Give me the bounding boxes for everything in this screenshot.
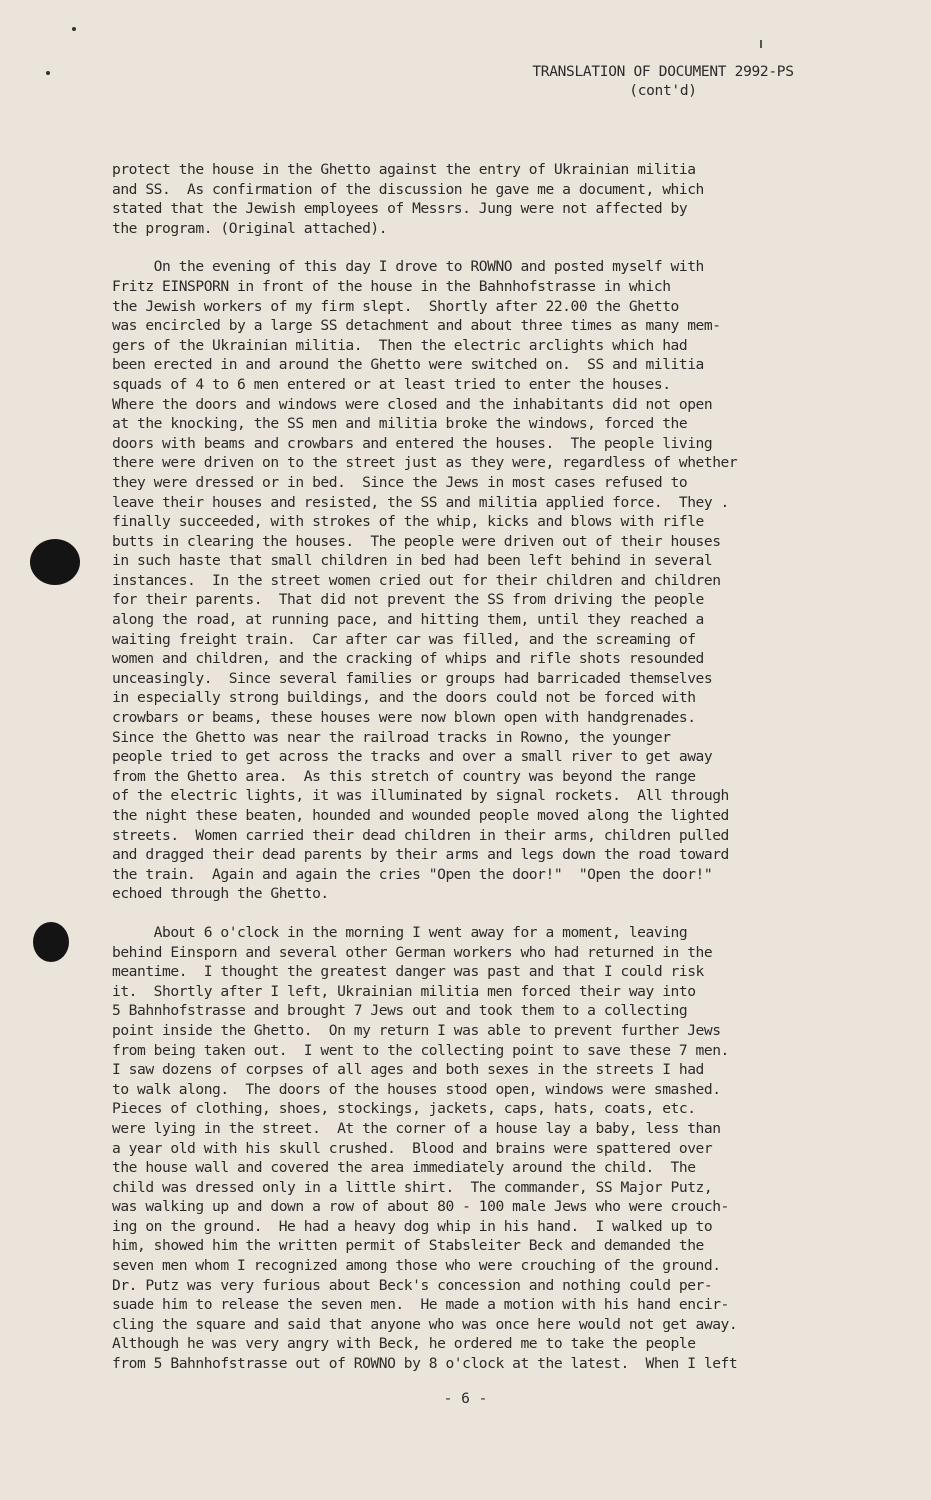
text-line: On the evening of this day I drove to ROWNO and posted myself with bbox=[112, 258, 704, 276]
text-line: they were dressed or in bed. Since the Jews in most cases refused to bbox=[112, 473, 688, 491]
paragraph bbox=[112, 257, 842, 904]
text-line: suade him to release the seven men. He made a motion with his hand encir- bbox=[112, 1296, 729, 1314]
text-line: the program. (Original attached). bbox=[112, 219, 388, 237]
text-line: butts in clearing the houses. The people were driven out of their houses bbox=[112, 532, 721, 550]
text-line: from the Ghetto area. As this stretch of country was beyond the range bbox=[112, 767, 696, 785]
text-line: unceasingly. Since several families or groups had barricaded themselves bbox=[112, 669, 713, 687]
text-line: Where the doors and windows were closed and the inhabitants did not open bbox=[112, 395, 713, 413]
text-line: child was dressed only in a little shirt. The commander, SS Major Putz, bbox=[112, 1178, 713, 1196]
text-line: along the road, at running pace, and hitting them, until they reached a bbox=[112, 611, 704, 629]
text-line: for their parents. That did not prevent the SS from driving the people bbox=[112, 591, 704, 609]
text-line: doors with beams and crowbars and entered the houses. The people living bbox=[112, 434, 713, 452]
text-line: women and children, and the cracking of whips and rifle shots resounded bbox=[112, 650, 704, 668]
text-line: seven men whom I recognized among those who were crouching of the ground. bbox=[112, 1257, 721, 1275]
text-line: Fritz EINSPORN in front of the house in the Bahnhofstrasse in which bbox=[112, 277, 671, 295]
text-line: the train. Again and again the cries "Open the door!" "Open the door!" bbox=[112, 865, 713, 883]
text-line: echoed through the Ghetto. bbox=[112, 885, 329, 903]
text-line: leave their houses and resisted, the SS and militia applied force. They . bbox=[112, 493, 729, 511]
text-line: protect the house in the Ghetto against the entry of Ukrainian militia bbox=[112, 161, 696, 178]
text-line: 5 Bahnhofstrasse and brought 7 Jews out and took them to a collecting bbox=[112, 1002, 688, 1020]
text-line: squads of 4 to 6 men entered or at least tried to enter the houses. bbox=[112, 375, 671, 393]
scan-tick-mark bbox=[760, 40, 762, 48]
text-line: been erected in and around the Ghetto were switched on. SS and militia bbox=[112, 356, 704, 374]
text-line: crowbars or beams, these houses were now blown open with handgrenades. bbox=[112, 709, 696, 727]
text-line: a year old with his skull crushed. Blood and brains were spattered over bbox=[112, 1139, 713, 1157]
text-line: Although he was very angry with Beck, he ordered me to take the people bbox=[112, 1335, 696, 1353]
document-body bbox=[112, 160, 842, 1374]
document-header bbox=[508, 63, 818, 101]
text-line: were lying in the street. At the corner of a house lay a baby, less than bbox=[112, 1119, 721, 1137]
binder-hole-top bbox=[30, 539, 80, 585]
text-line: him, showed him the written permit of Stabsleiter Beck and demanded the bbox=[112, 1237, 704, 1255]
text-line: behind Einsporn and several other German workers who had returned in the bbox=[112, 943, 713, 961]
text-line: finally succeeded, with strokes of the whip, kicks and blows with rifle bbox=[112, 513, 704, 531]
paragraph bbox=[112, 923, 842, 1374]
text-line: instances. In the street women cried out for their children and children bbox=[112, 571, 721, 589]
scan-speck bbox=[46, 71, 50, 75]
text-line: and SS. As confirmation of the discussion he gave me a document, which bbox=[112, 180, 704, 198]
scan-speck bbox=[72, 27, 76, 31]
document-subtitle: (cont'd) bbox=[629, 83, 697, 99]
text-line: was walking up and down a row of about 80 - 100 male Jews who were crouch- bbox=[112, 1198, 729, 1216]
text-line: Dr. Putz was very furious about Beck's concession and nothing could per- bbox=[112, 1276, 713, 1294]
text-line: there were driven on to the street just as they were, regardless of whether bbox=[112, 454, 738, 472]
text-line: and dragged their dead parents by their arms and legs down the road toward bbox=[112, 846, 729, 864]
text-line: it. Shortly after I left, Ukrainian militia men forced their way into bbox=[112, 982, 696, 1000]
text-line: stated that the Jewish employees of Messrs. Jung were not affected by bbox=[112, 200, 688, 218]
text-line: About 6 o'clock in the morning I went away for a moment, leaving bbox=[112, 923, 688, 941]
text-line: I saw dozens of corpses of all ages and both sexes in the streets I had bbox=[112, 1061, 704, 1079]
text-line: to walk along. The doors of the houses stood open, windows were smashed. bbox=[112, 1080, 721, 1098]
document-title: TRANSLATION OF DOCUMENT 2992-PS bbox=[532, 64, 794, 80]
text-line: point inside the Ghetto. On my return I was able to prevent further Jews bbox=[112, 1021, 721, 1039]
text-line: of the electric lights, it was illuminated by signal rockets. All through bbox=[112, 787, 729, 805]
text-line: waiting freight train. Car after car was filled, and the screaming of bbox=[112, 630, 696, 648]
text-line: cling the square and said that anyone who was once here would not get away. bbox=[112, 1315, 738, 1333]
text-line: the house wall and covered the area immediately around the child. The bbox=[112, 1159, 696, 1177]
text-line: from 5 Bahnhofstrasse out of ROWNO by 8 o'clock at the latest. When I left bbox=[112, 1355, 738, 1373]
text-line: meantime. I thought the greatest danger was past and that I could risk bbox=[112, 963, 704, 981]
text-line: Since the Ghetto was near the railroad tracks in Rowno, the younger bbox=[112, 728, 671, 746]
text-line: at the knocking, the SS men and militia broke the windows, forced the bbox=[112, 415, 688, 433]
text-line: was encircled by a large SS detachment and about three times as many mem- bbox=[112, 317, 721, 335]
text-line: gers of the Ukrainian militia. Then the electric arclights which had bbox=[112, 336, 688, 354]
page-number: - 6 - bbox=[443, 1391, 488, 1407]
text-line: from being taken out. I went to the collecting point to save these 7 men. bbox=[112, 1041, 729, 1059]
text-line: streets. Women carried their dead children in their arms, children pulled bbox=[112, 826, 729, 844]
text-line: Pieces of clothing, shoes, stockings, jackets, caps, hats, coats, etc. bbox=[112, 1100, 696, 1118]
text-line: in such haste that small children in bed had been left behind in several bbox=[112, 552, 713, 570]
text-line: the Jewish workers of my firm slept. Shortly after 22.00 the Ghetto bbox=[112, 297, 679, 315]
text-line: the night these beaten, hounded and wounded people moved along the lighted bbox=[112, 807, 729, 824]
paragraph bbox=[112, 160, 842, 238]
text-line: people tried to get across the tracks and over a small river to get away bbox=[112, 748, 713, 766]
binder-hole-bottom bbox=[33, 922, 69, 962]
text-line: ing on the ground. He had a heavy dog whip in his hand. I walked up to bbox=[112, 1217, 713, 1235]
text-line: in especially strong buildings, and the doors could not be forced with bbox=[112, 689, 696, 707]
